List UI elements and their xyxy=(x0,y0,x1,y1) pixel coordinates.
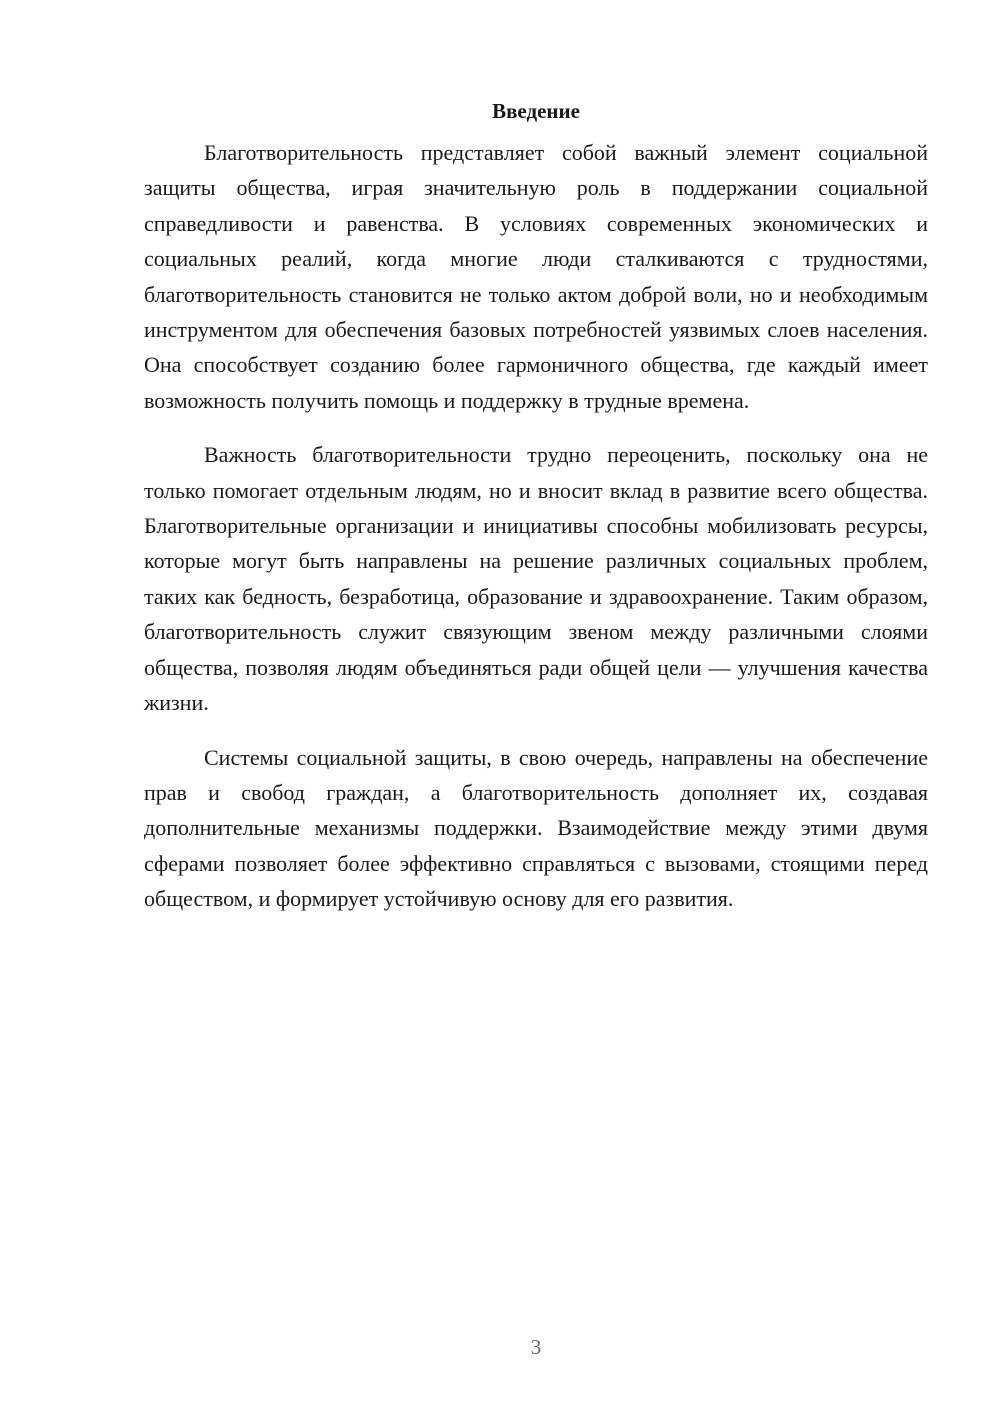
paragraph-1: Благотворительность представляет собой важный элемент социальной защиты общества, играя значительную роль в поддержании социальной справедливости и равенства. В условиях современных экономических и социальных реалий, когда многие люди сталкиваются с трудностями, благотворительность становится не только актом доброй воли, но и необходимым инструментом для обеспечения базовых потребностей уязвимых слоев населения. Она способствует созданию более гармоничного общества, где каждый имеет возможность получить помощь и поддержку в трудные времена. xyxy=(144,140,928,413)
paragraph-2: Важность благотворительности трудно переоценить, поскольку она не только помогает отдельным людям, но и вносит вклад в развитие всего общества. Благотворительные организации и инициативы способны мобилизовать ресурсы, которые могут быть направлены на решение различных социальных проблем, таких как бедность, безработица, образование и здравоохранение. Таким образом, благотворительность служит связующим звеном между различными слоями общества, позволяя людям объединяться ради общей цели — улучшения качества жизни. xyxy=(144,442,928,716)
page-content xyxy=(144,95,928,917)
page-number: 3 xyxy=(530,1335,542,1359)
paragraph-3: Системы социальной защиты, в свою очередь, направлены на обеспечение прав и свобод граждан, а благотворительность дополняет их, создавая дополнительные механизмы поддержки. Взаимодействие между этими двумя сферами позволяет более эффективно справляться с вызовами, стоящими перед обществом, и формирует устойчивую основу для его развития. xyxy=(144,744,928,912)
section-title: Введение xyxy=(492,99,580,123)
